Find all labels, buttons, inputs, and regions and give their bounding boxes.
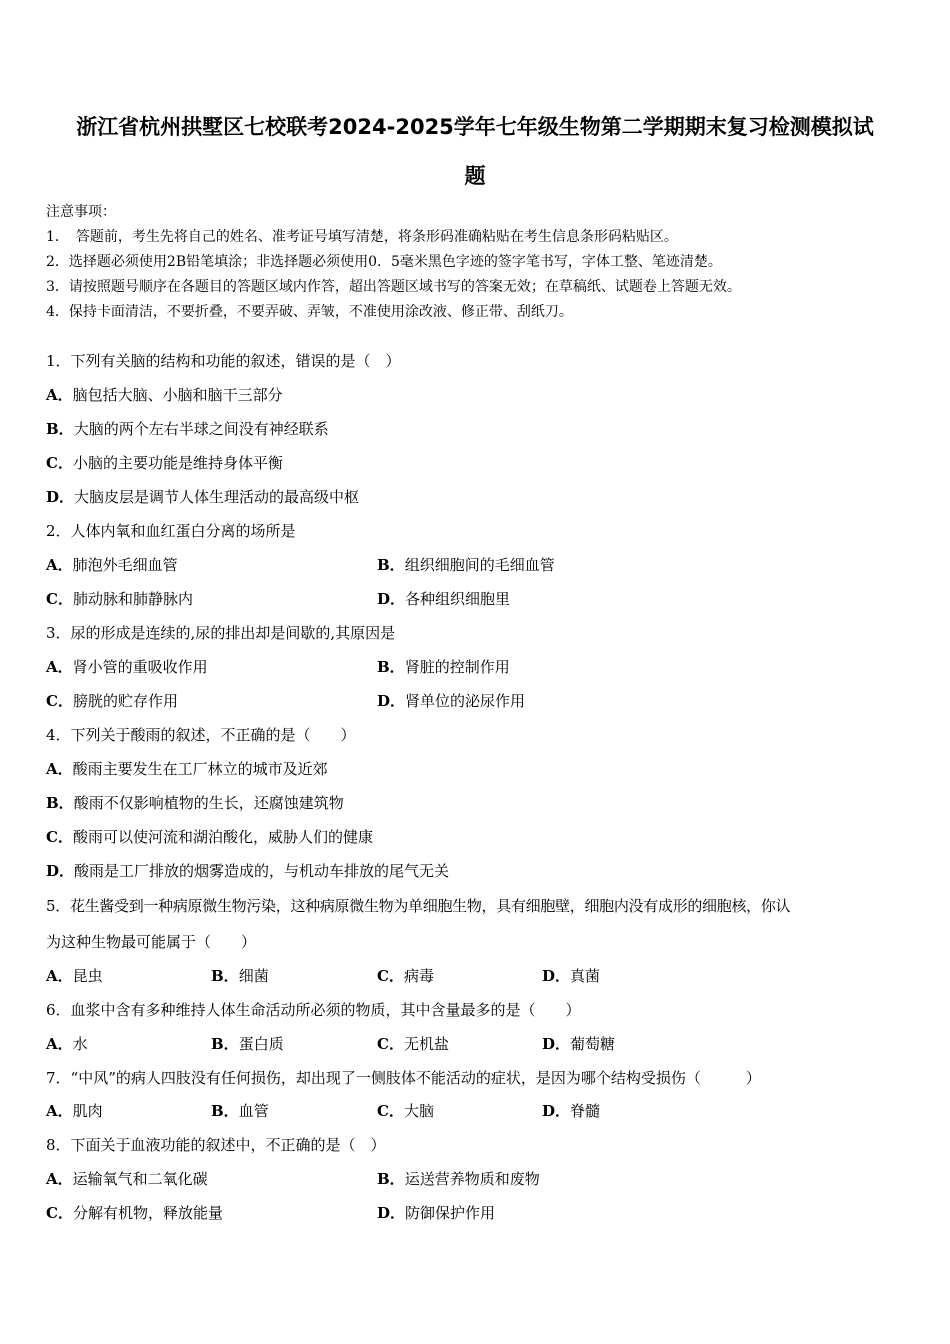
option-text: 酸雨是工厂排放的烟雾造成的，与机动车排放的尾气无关 [74,862,450,880]
question-stem-line-1: 5．花生酱受到一种病原微生物污染，这种病原微生物为单细胞生物，具有细胞壁，细胞内没有成形的细胞核，你认 [46,897,791,915]
option-d [542,1101,600,1121]
note-item: 1． 答题前，考生先将自己的姓名、准考证号填写清楚，将条形码准确粘贴在考生信息条形码粘贴区。 [46,229,678,245]
option-label: D． [46,862,75,880]
option-label: C． [46,1204,73,1222]
option-text: 大脑 [403,1102,434,1120]
option-label: B． [377,1170,405,1188]
option-label: A． [46,556,73,574]
question-stem: 6．血浆中含有多种维持人体生命活动所必须的物质，其中含量最多的是（ ） [46,1001,581,1019]
option-b [377,1169,540,1189]
option-text: 酸雨可以使河流和湖泊酸化，威胁人们的健康 [72,828,373,846]
option-b [377,555,555,575]
option-text: 昆虫 [72,967,103,985]
option-text: 真菌 [570,967,601,985]
option-a [46,1169,208,1189]
option-c [46,691,178,711]
option-b [46,793,344,813]
question-stem: 8．下面关于血液功能的叙述中，不正确的是（ ） [46,1136,386,1154]
option-text: 肺泡外毛细血管 [72,556,178,574]
option-text: 葡萄糖 [570,1035,616,1053]
option-text: 肌肉 [72,1102,103,1120]
option-label: A． [46,1170,73,1188]
note-item: 3．请按照题号顺序在各题目的答题区域内作答，超出答题区域书写的答案无效；在草稿纸、试题卷上答题无效。 [46,279,741,295]
option-b [211,966,269,986]
question-stem: 3．尿的形成是连续的,尿的排出却是间歇的,其原因是 [46,624,396,642]
option-label: A． [46,386,73,404]
option-b [377,657,510,677]
option-c [377,966,434,986]
option-text: 防御保护作用 [405,1204,496,1222]
option-a [46,759,328,779]
question-stem-line-2: 为这种生物最可能属于（ ） [46,933,257,951]
option-text: 蛋白质 [238,1035,284,1053]
option-label: B． [377,556,405,574]
note-item: 4．保持卡面清洁，不要折叠，不要弄破、弄皱，不准使用涂改液、修正带、刮纸刀。 [46,304,573,320]
option-label: B． [46,420,74,438]
option-d [377,691,525,711]
option-b [46,419,329,439]
question-stem: 7．“中风”的病人四肢没有任何损伤，却出现了一侧肢体不能活动的症状，是因为哪个结构受损伤（ ） [46,1069,761,1087]
option-d [542,1034,615,1054]
option-label: D． [542,967,571,985]
option-label: D． [542,1035,571,1053]
note-item: 2．选择题必须使用2B铅笔填涂；非选择题必须使用0．5毫米黑色字迹的签字笔书写，字体工整、笔迹清楚。 [46,254,722,270]
option-label: B． [211,967,239,985]
option-label: D． [542,1102,571,1120]
option-a [46,1034,88,1054]
question-stem: 4．下列关于酸雨的叙述，不正确的是（ ） [46,726,356,744]
option-text: 血管 [238,1102,269,1120]
option-label: B． [211,1035,239,1053]
option-label: C． [46,828,73,846]
option-b [211,1034,284,1054]
option-text: 大脑皮层是调节人体生理活动的最高级中枢 [74,488,360,506]
option-text: 各种组织细胞里 [405,590,511,608]
option-label: B． [211,1102,239,1120]
question-stem: 1．下列有关脑的结构和功能的叙述，错误的是（ ） [46,352,401,370]
option-b [211,1101,269,1121]
option-label: C． [377,1102,404,1120]
option-c [46,827,373,847]
option-text: 病毒 [403,967,434,985]
option-text: 酸雨不仅影响植物的生长，还腐蚀建筑物 [73,794,344,812]
option-c [46,453,283,473]
exam-title-line-2: 题 [464,164,486,188]
option-label: C． [46,590,73,608]
option-label: A． [46,967,73,985]
option-label: A． [46,1035,73,1053]
option-label: D． [377,1204,406,1222]
option-text: 运送营养物质和废物 [404,1170,540,1188]
option-d [46,487,359,507]
option-d [46,861,449,881]
option-label: C． [46,692,73,710]
option-label: A． [46,658,73,676]
option-label: A． [46,760,73,778]
option-text: 肾脏的控制作用 [404,658,510,676]
option-text: 膀胱的贮存作用 [72,692,178,710]
option-a [46,555,178,575]
option-c [46,1203,223,1223]
option-c [46,589,193,609]
option-text: 细菌 [238,967,269,985]
option-label: C． [377,1035,404,1053]
option-label: D． [377,590,406,608]
option-text: 组织细胞间的毛细血管 [404,556,555,574]
option-label: D． [377,692,406,710]
exam-title-line-1: 浙江省杭州拱墅区七校联考2024-2025学年七年级生物第二学期期末复习检测模拟试 [76,115,874,139]
option-text: 运输氧气和二氧化碳 [72,1170,208,1188]
option-label: A． [46,1102,73,1120]
option-a [46,657,208,677]
option-text: 分解有机物，释放能量 [72,1204,223,1222]
option-label: C． [377,967,404,985]
option-a [46,385,283,405]
option-text: 肺动脉和肺静脉内 [72,590,193,608]
option-label: C． [46,454,73,472]
option-label: D． [46,488,75,506]
option-d [377,589,510,609]
option-c [377,1101,434,1121]
option-d [542,966,600,986]
notes-heading: 注意事项： [46,204,116,220]
option-text: 水 [72,1035,88,1053]
option-label: B． [46,794,74,812]
option-label: B． [377,658,405,676]
option-text: 肾单位的泌尿作用 [405,692,526,710]
option-text: 大脑的两个左右半球之间没有神经联系 [73,420,329,438]
option-c [377,1034,449,1054]
option-text: 酸雨主要发生在工厂林立的城市及近郊 [72,760,328,778]
option-a [46,1101,103,1121]
option-d [377,1203,495,1223]
option-text: 肾小管的重吸收作用 [72,658,208,676]
option-text: 无机盐 [403,1035,449,1053]
option-a [46,966,103,986]
option-text: 小脑的主要功能是维持身体平衡 [72,454,283,472]
option-text: 脑包括大脑、小脑和脑干三部分 [72,386,283,404]
question-stem: 2．人体内氧和血红蛋白分离的场所是 [46,522,296,540]
option-text: 脊髓 [570,1102,601,1120]
